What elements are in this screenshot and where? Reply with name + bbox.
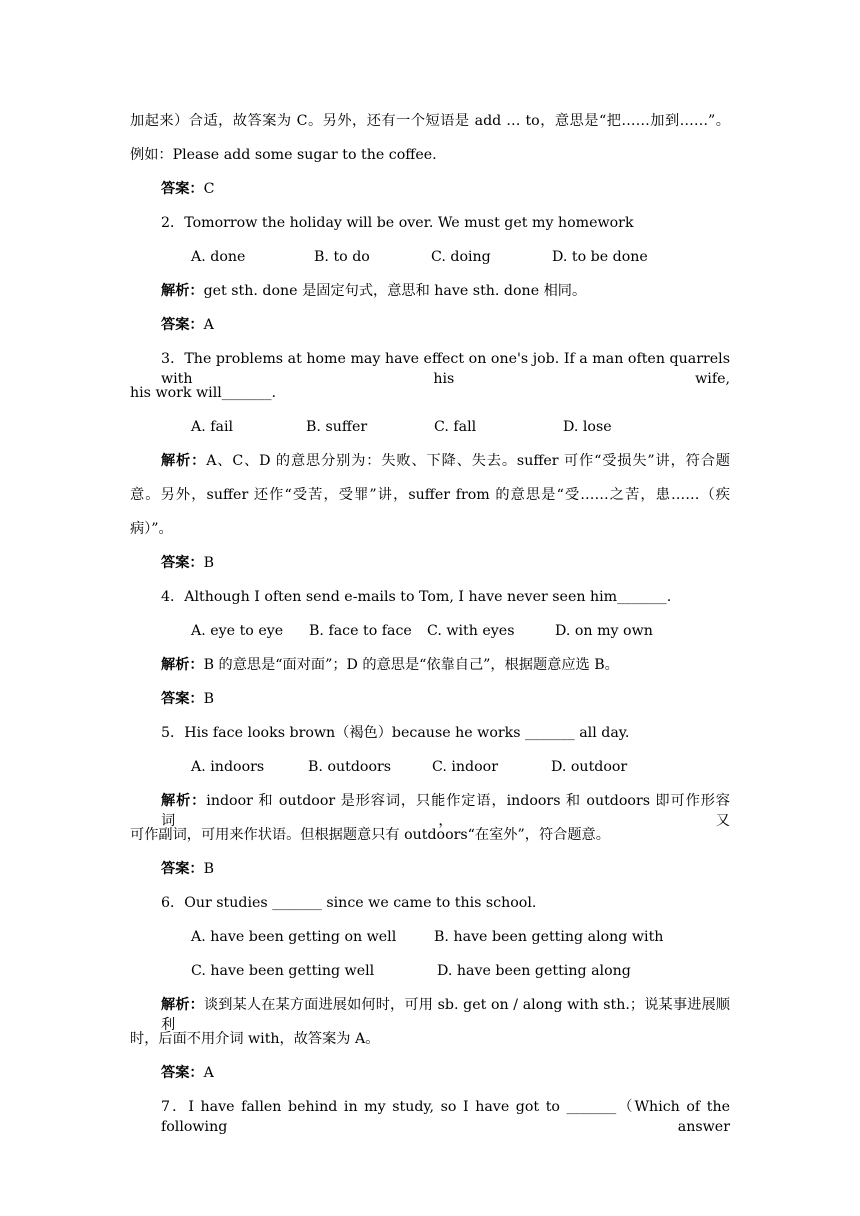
analysis-label: 解析： (161, 657, 204, 673)
analysis-label: 解析： (161, 283, 204, 299)
analysis-label: 解析： (161, 997, 204, 1013)
option-c: C. doing (431, 249, 491, 265)
option-b: B. suffer (306, 419, 368, 435)
analysis-line: 解析：A、C、D 的意思分别为：失败、下降、失去。suffer 可作“受损失”讲，符合题 (161, 453, 730, 469)
answer-value: B (203, 861, 215, 877)
text-line: 意。另外，suffer 还作“受苦，受罪”讲，suffer from 的意思是“受……之苦，患……（疾 (130, 487, 730, 503)
option-c: C. have been getting well (191, 963, 375, 979)
text-line: 可作副词，可用来作状语。但根据题意只有 outdoors“在室外”，符合题意。 (130, 827, 610, 843)
answer-label: 答案： (161, 691, 204, 707)
analysis-line: 解析：get sth. done 是固定句式，意思和 have sth. done 相同。 (161, 283, 587, 299)
answer-line (161, 689, 214, 709)
answer-line (161, 553, 214, 573)
option-c: C. indoor (432, 759, 498, 775)
option-d: D. lose (563, 419, 612, 435)
option-c: C. fall (434, 419, 477, 435)
option-b: B. face to face (309, 623, 412, 639)
analysis-label: 解析： (161, 453, 207, 469)
answer-line (161, 1063, 214, 1083)
answer-line (161, 179, 214, 199)
analysis-line: 解析：谈到某人在某方面进展如何时，可用 sb. get on / along with sth.；说某事进展顺利 (161, 997, 730, 1033)
option-d: D. outdoor (551, 759, 628, 775)
question-4: 4．Although I often send e-mails to Tom, I have never seen him_______. (161, 589, 672, 605)
analysis-line: 解析：indoor 和 outdoor 是形容词，只能作定语，indoors 和 outdoors 即可作形容词，又 (161, 793, 730, 829)
question-6: 6．Our studies _______ since we came to this school. (161, 895, 537, 911)
option-c: C. with eyes (427, 623, 515, 639)
answer-label: 答案： (161, 861, 204, 877)
question-7: 7．I have fallen behind in my study, so I have got to _______（Which of the following answer (161, 1099, 730, 1135)
option-a: A. eye to eye (191, 623, 284, 639)
question-5: 5．His face looks brown（褐色）because he works _______ all day. (161, 725, 630, 741)
question-2: 2．Tomorrow the holiday will be over. We must get my homework (161, 215, 634, 231)
option-a: A. fail (191, 419, 234, 435)
option-b: B. outdoors (308, 759, 392, 775)
analysis-line: 解析：B 的意思是“面对面”；D 的意思是“依靠自己”，根据题意应选 B。 (161, 657, 619, 673)
option-b: B. have been getting along with (434, 929, 664, 945)
option-d: D. have been getting along (437, 963, 631, 979)
option-a: A. indoors (191, 759, 265, 775)
question-3: 3．The problems at home may have effect on one's job. If a man often quarrels with his wife, (161, 351, 730, 387)
text-line: 例如：Please add some sugar to the coffee. (130, 147, 437, 163)
answer-value: A (203, 317, 214, 333)
option-a: A. have been getting on well (191, 929, 397, 945)
option-b: B. to do (314, 249, 370, 265)
answer-label: 答案： (161, 317, 204, 333)
answer-label: 答案： (161, 1065, 204, 1081)
question-3-cont: his work will_______. (130, 385, 276, 401)
answer-line (161, 859, 214, 879)
option-a: A. done (191, 249, 246, 265)
answer-value: B (203, 691, 215, 707)
answer-value: C (203, 181, 215, 197)
text-line: 病）”。 (130, 521, 173, 537)
answer-value: B (203, 555, 215, 571)
answer-label: 答案： (161, 181, 204, 197)
text-line: 加起来）合适，故答案为 C。另外，还有一个短语是 add … to，意思是“把……加到……”。 (130, 113, 730, 129)
text-line: 时，后面不用介词 with，故答案为 A。 (130, 1031, 380, 1047)
option-d: D. to be done (552, 249, 648, 265)
answer-label: 答案： (161, 555, 204, 571)
analysis-label: 解析： (161, 793, 207, 809)
answer-line (161, 315, 214, 335)
option-d: D. on my own (555, 623, 653, 639)
answer-value: A (203, 1065, 214, 1081)
